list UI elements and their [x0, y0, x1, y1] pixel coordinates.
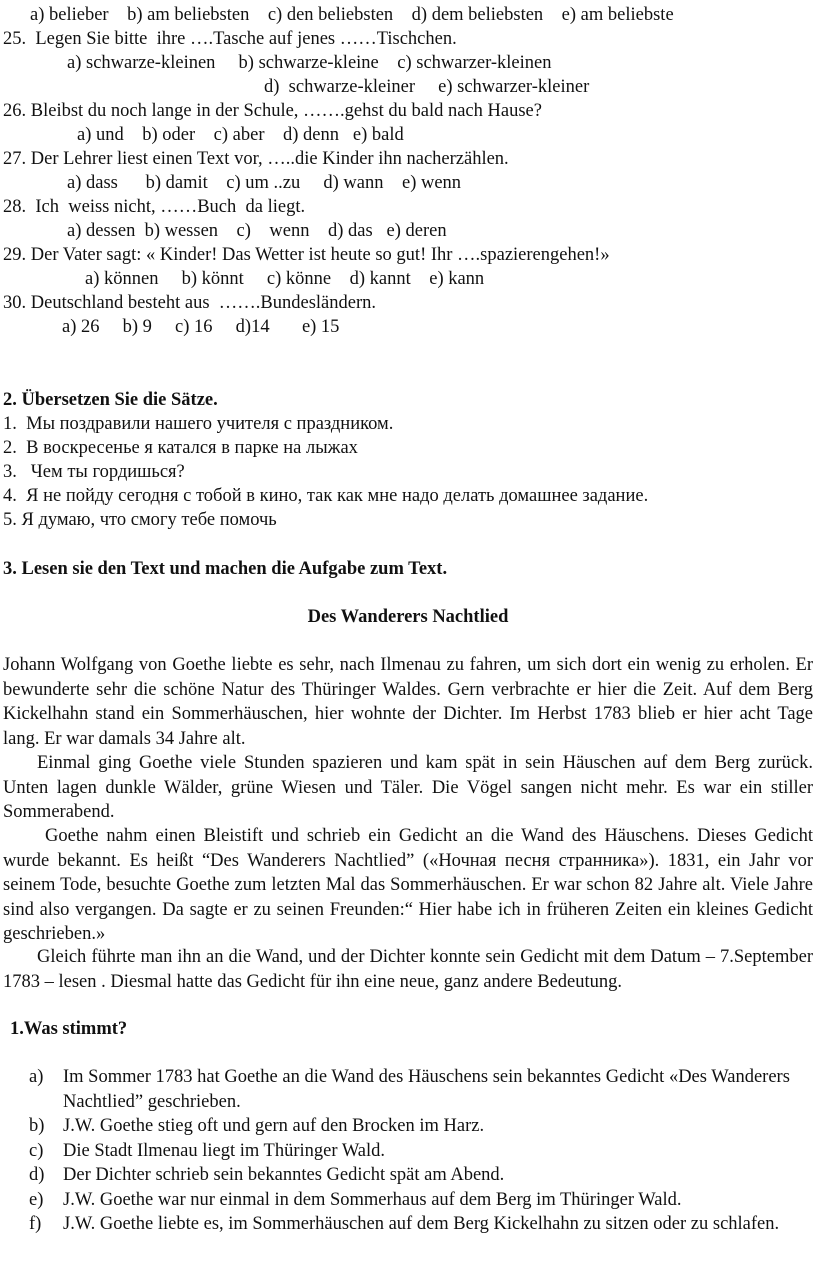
q29-question: 29. Der Vater sagt: « Kinder! Das Wetter ist heute so gut! Ihr ….spazierengehen!»: [3, 245, 610, 265]
q28-options: a) dessen b) wessen c) wenn d) das e) deren: [67, 221, 447, 241]
q27-question: 27. Der Lehrer liest einen Text vor, …..die Kinder ihn nacherzählen.: [3, 149, 509, 169]
text-title: Des Wanderers Nachtlied: [307, 607, 509, 627]
task-option-c: c) Die Stadt Ilmenau liegt im Thüringer Wald.: [29, 1140, 386, 1161]
task-option-b: b) J.W. Goethe stieg oft und gern auf den Brocken im Harz.: [29, 1116, 485, 1136]
task-option-a: a) Im Sommer 1783 hat Goethe an die Wand des Häuschens sein bekanntes Gedicht «Des Wanderers Nachtlied” geschrieben.: [29, 1067, 790, 1112]
task-option-e: e) J.W. Goethe war nur einmal in dem Sommerhaus auf dem Berg im Thüringer Wald.: [29, 1189, 682, 1210]
translate-item-4: 4. Я не пойду сегодня с тобой в кино, так как мне надо делать домашнее задание.: [3, 486, 649, 506]
q27-options: a) dass b) damit c) um ..zu d) wann e) wenn: [67, 173, 462, 193]
translate-item-2: 2. В воскресенье я катался в парке на лыжах: [3, 438, 358, 458]
q28-question: 28. Ich weiss nicht, ……Buch da liegt.: [3, 197, 306, 217]
q26-question: 26. Bleibst du noch lange in der Schule, …….gehst du bald nach Hause?: [3, 101, 542, 121]
task-option-d: d) Der Dichter schrieb sein bekanntes Gedicht spät am Abend.: [29, 1165, 505, 1185]
q30-question: 30. Deutschland besteht aus …….Bundesländern.: [3, 293, 377, 313]
translate-item-3: 3. Чем ты гордишься?: [3, 462, 185, 482]
q26-options: a) und b) oder c) aber d) denn e) bald: [77, 125, 404, 145]
q25-options-line1: a) schwarze-kleinen b) schwarze-kleine c) schwarzer-kleinen: [67, 53, 552, 73]
text-paragraph-3: Goethe nahm einen Bleistift und schrieb ein Gedicht an die Wand des Häuschens. Dieses Gedicht wurde bekannt. Es heißt “Des Wanderers Nachtlied” («Ночная песня странника»). 1831, ein Jahr vor seinem Tode, besuchte Goethe zum letzten Mal das Sommerhäuschen. Er war schon 82 Jahre alt. Viele Jahre sind also vergangen. Da sagte er zu seinen Freunden:“ Hier habe ich in früheren Zeiten ein kleines Gedicht geschrieben.»: [3, 826, 813, 944]
task-option-f: f) J.W. Goethe liebte es, im Sommerhäuschen auf dem Berg Kickelhahn zu sitzen oder zu schlafen.: [29, 1214, 780, 1234]
task-options-list: [0, 1065, 816, 1237]
reading-heading: 3. Lesen sie den Text und machen die Aufgabe zum Text.: [3, 559, 448, 579]
translate-heading: 2. Übersetzen Sie die Sätze.: [3, 390, 218, 410]
text-paragraph-4: Gleich führte man ihn an die Wand, und der Dichter konnte sein Gedicht mit dem Datum – 7.September 1783 – lesen . Diesmal hatte das Gedicht für ihn eine neue, ganz andere Bedeutung.: [3, 947, 813, 992]
text-paragraph-1: Johann Wolfgang von Goethe liebte es sehr, nach Ilmenau zu fahren, um sich dort ein wenig zu erholen. Er bewunderte sehr die schöne Natur des Thüringer Waldes. Gern verbrachte er hier die Zeit. Auf dem Berg Kickelhahn stand ein Sommerhäuschen, hier wohnte der Dichter. Im Herbst 1783 blieb er hier acht Tage lang. Er war damals 34 Jahre alt.: [3, 655, 813, 749]
q29-options: a) können b) könnt c) könne d) kannt e) kann: [85, 269, 485, 289]
q30-options: a) 26 b) 9 c) 16 d)14 e) 15: [62, 317, 340, 337]
text-paragraph-2: Einmal ging Goethe viele Stunden spazieren und kam spät in sein Häuschen auf dem Berg zurück. Unten lagen dunkle Wälder, grüne Wiesen und Täler. Die Vögel sangen nicht mehr. Es war ein stiller Sommerabend.: [3, 753, 813, 822]
translate-item-1: 1. Мы поздравили нашего учителя с праздником.: [3, 414, 394, 434]
q25-question: 25. Legen Sie bitte ihre ….Tasche auf jenes ……Tischchen.: [3, 29, 457, 49]
q25-options-line2: d) schwarze-kleiner e) schwarzer-kleiner: [264, 77, 590, 97]
q24-options: a) belieber b) am beliebsten c) den beliebsten d) dem beliebsten e) am beliebste: [30, 5, 674, 25]
translate-item-5: 5. Я думаю, что смогу тебе помочь: [3, 510, 277, 530]
task-heading: 1.Was stimmt?: [10, 1019, 128, 1039]
